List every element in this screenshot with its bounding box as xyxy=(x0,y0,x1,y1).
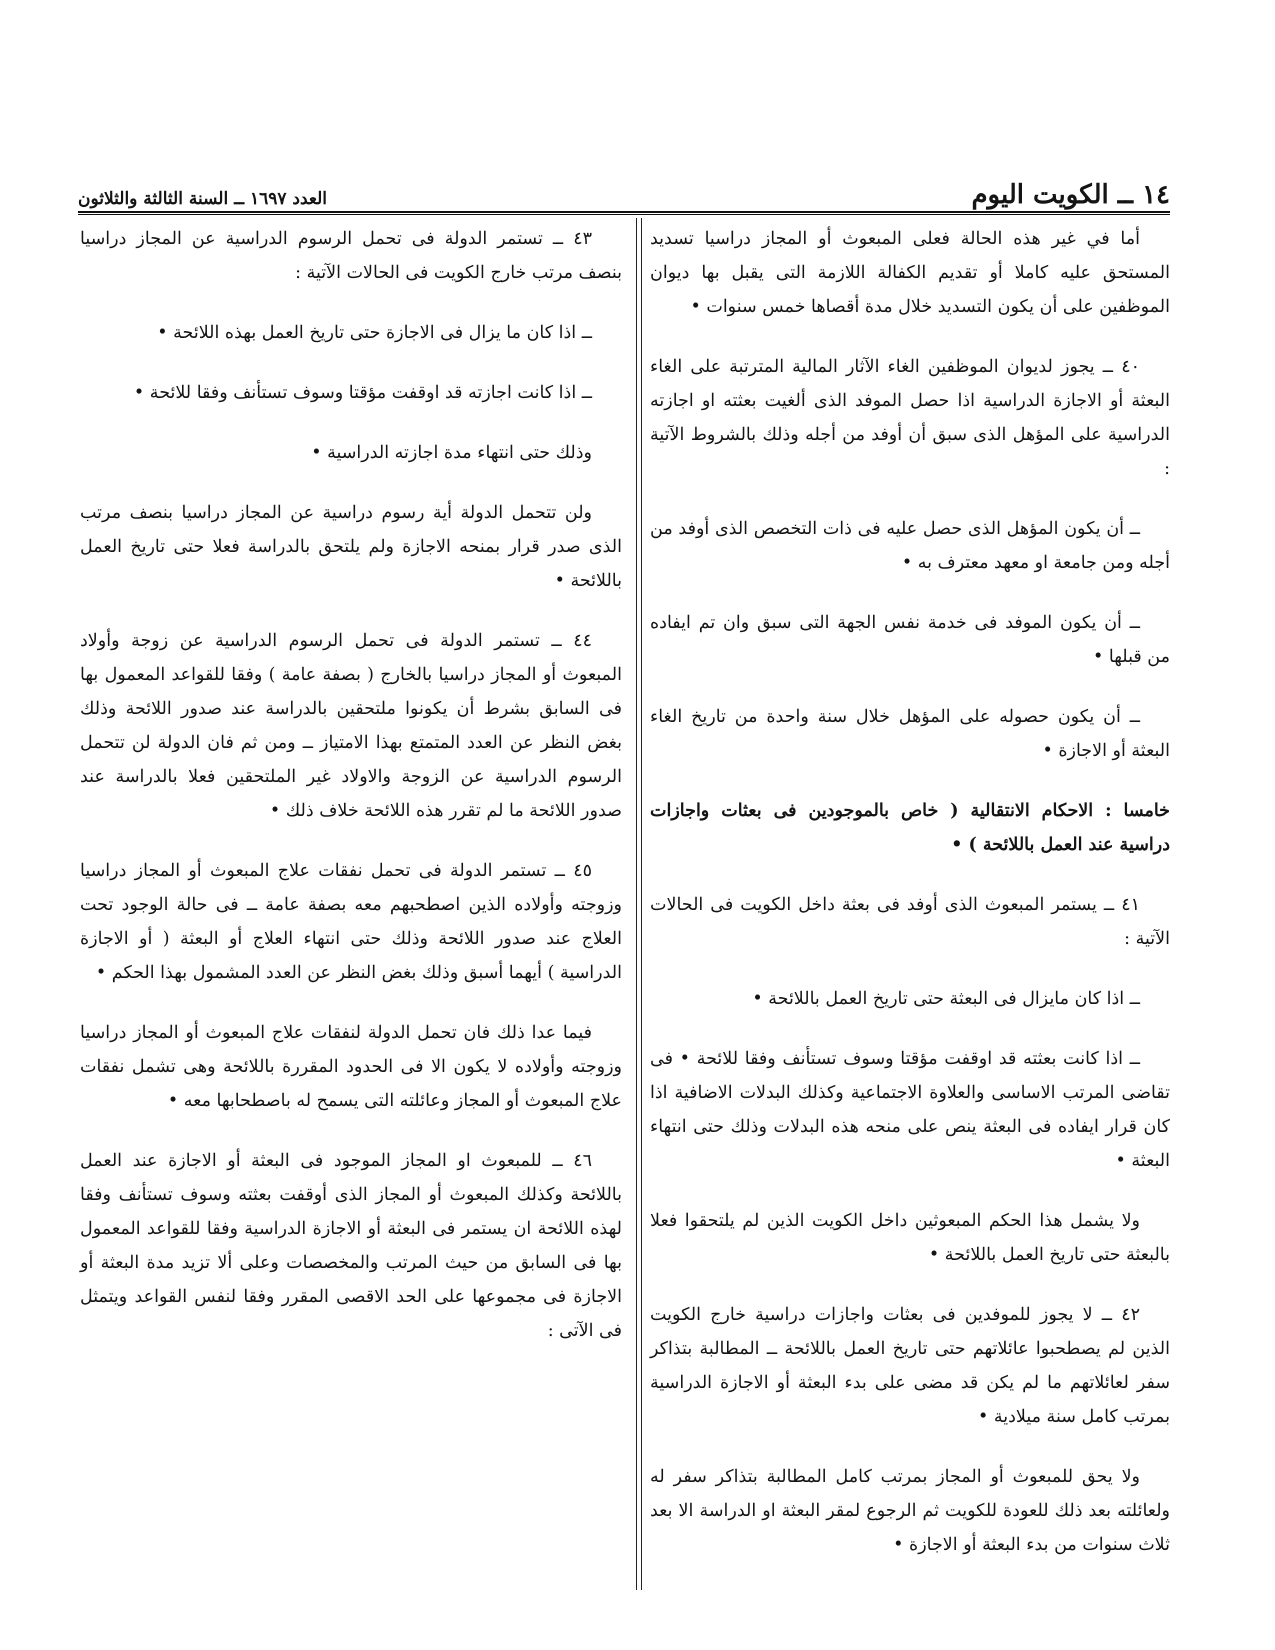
condition-item: ــ اذا كانت بعثته قد اوقفت مؤقتا وسوف تستأنف وفقا للائحة • فى تقاضى المرتب الاساسى والعلاوة الاجتماعية وكذلك البدلات الاضافية اذا كان قرار ايفاده فى البعثة ينص على منحه هذه البدلات وذلك حتى انتهاء البعثة • xyxy=(650,1049,1170,1171)
article-46: ٤٦ ــ للمبعوث او المجاز الموجود فى البعثة أو الاجازة عند العمل باللائحة وكذلك المبعوث أو المجاز الذى أوقفت بعثته وسوف تستأنف وفقا لهذه اللائحة ان يستمر فى البعثة أو الاجازة الدراسية وفقا للقواعد المعمول بها فى السابق من حيث المرتب والمخصصات وعلى ألا تزيد مدة البعثة أو الاجازة فى مجموعها على الحد الاقصى المقرر وفقا لنفس القواعد ويتمثل فى الآتى : xyxy=(80,1151,622,1341)
condition-item: ــ اذا كان ما يزال فى الاجازة حتى تاريخ العمل بهذه اللائحة • xyxy=(157,323,592,343)
header-rule xyxy=(78,211,1170,215)
section-heading: خامسا : الاحكام الانتقالية ( خاص بالموجودين فى بعثات واجازات دراسية عند العمل باللائحة ) • xyxy=(650,801,1170,855)
page-number-and-title: ١٤ ــ الكويت اليوم xyxy=(971,180,1170,210)
column-divider xyxy=(636,218,642,1590)
paragraph: ولا يحق للمبعوث أو المجاز بمرتب كامل المطالبة بتذاكر سفر له ولعائلته بعد ذلك للعودة للكويت ثم الرجوع لمقر البعثة او الدراسة الا بعد ثلاث سنوات من بدء البعثة أو الاجازة • xyxy=(650,1467,1170,1555)
left-column xyxy=(80,222,622,1374)
article-44: ٤٤ ــ تستمر الدولة فى تحمل الرسوم الدراسية عن زوجة وأولاد المبعوث أو المجاز دراسيا بالخارج ( بصفة عامة ) وفقا للقواعد المعمول بها فى السابق بشرط أن يكونوا ملتحقين بالدراسة عند صدور اللائحة وذلك بغض النظر عن العدد المتمتع بهذا الامتياز ــ ومن ثم فان الدولة لن تتحمل الرسوم الدراسية عن الزوجة والاولاد غير الملتحقين فعلا بالدراسة عند صدور اللائحة ما لم تقرر هذه اللائحة خلاف ذلك • xyxy=(80,631,622,821)
article-40: ٤٠ ــ يجوز لديوان الموظفين الغاء الآثار المالية المترتبة على الغاء البعثة أو الاجازة الدراسية اذا حصل الموفد الذى ألغيت بعثته او اجازته الدراسية على المؤهل الذى سبق أن أوفد من أجله وذلك بالشروط الآتية : xyxy=(650,357,1170,479)
condition-item: ــ أن يكون الموفد فى خدمة نفس الجهة التى سبق وان تم ايفاده من قبلها • xyxy=(650,613,1170,667)
article-41: ٤١ ــ يستمر المبعوث الذى أوفد فى بعثة داخل الكويت فى الحالات الآتية : xyxy=(650,895,1170,949)
condition-item: ــ أن يكون المؤهل الذى حصل عليه فى ذات التخصص الذى أوفد من أجله ومن جامعة او معهد معترف به • xyxy=(650,519,1170,573)
paragraph: فيما عدا ذلك فان تحمل الدولة لنفقات علاج المبعوث أو المجاز دراسيا وزوجته وأولاده لا يكون الا فى الحدود المقررة باللائحة وهى تشمل نفقات علاج المبعوث أو المجاز وعائلته التى يسمح له باصطحابها معه • xyxy=(80,1023,622,1111)
article-45: ٤٥ ــ تستمر الدولة فى تحمل نفقات علاج المبعوث أو المجاز دراسيا وزوجته وأولاده الذين اصطحبهم معه بصفة عامة ــ فى حالة الوجود تحت العلاج عند صدور اللائحة وذلك حتى انتهاء العلاج أو البعثة ( أو الاجازة الدراسية ) أيهما أسبق وذلك بغض النظر عن العدد المشمول بهذا الحكم • xyxy=(80,861,622,983)
page-header xyxy=(78,174,1170,208)
article-43: ٤٣ ــ تستمر الدولة فى تحمل الرسوم الدراسية عن المجاز دراسيا بنصف مرتب خارج الكويت فى الحالات الآتية : xyxy=(80,229,622,283)
condition-item: ــ أن يكون حصوله على المؤهل خلال سنة واحدة من تاريخ الغاء البعثة أو الاجازة • xyxy=(650,707,1170,761)
paragraph: وذلك حتى انتهاء مدة اجازته الدراسية • xyxy=(311,443,592,463)
right-column xyxy=(650,222,1170,1588)
paragraph: ولا يشمل هذا الحكم المبعوثين داخل الكويت الذين لم يلتحقوا فعلا بالبعثة حتى تاريخ العمل باللائحة • xyxy=(650,1211,1170,1265)
paragraph: ولن تتحمل الدولة أية رسوم دراسية عن المجاز دراسيا بنصف مرتب الذى صدر قرار بمنحه الاجازة ولم يلتحق بالدراسة فعلا حتى تاريخ العمل باللائحة • xyxy=(80,503,622,591)
article-42: ٤٢ ــ لا يجوز للموفدين فى بعثات واجازات دراسية خارج الكويت الذين لم يصطحبوا عائلاتهم حتى تاريخ العمل باللائحة ــ المطالبة بتذاكر سفر لعائلاتهم ما لم يكن قد مضى على بدء البعثة أو الاجازة الدراسية بمرتب كامل سنة ميلادية • xyxy=(650,1305,1170,1427)
condition-item: ــ اذا كان مايزال فى البعثة حتى تاريخ العمل باللائحة • xyxy=(752,989,1140,1009)
issue-info: العدد ١٦٩٧ ــ السنة الثالثة والثلاثون xyxy=(78,189,328,209)
paragraph: أما في غير هذه الحالة فعلى المبعوث أو المجاز دراسيا تسديد المستحق عليه كاملا أو تقديم الكفالة اللازمة التى يقبل بها ديوان الموظفين على أن يكون التسديد خلال مدة أقصاها خمس سنوات • xyxy=(650,229,1170,317)
condition-item: ــ اذا كانت اجازته قد اوقفت مؤقتا وسوف تستأنف وفقا للائحة • xyxy=(133,383,592,403)
